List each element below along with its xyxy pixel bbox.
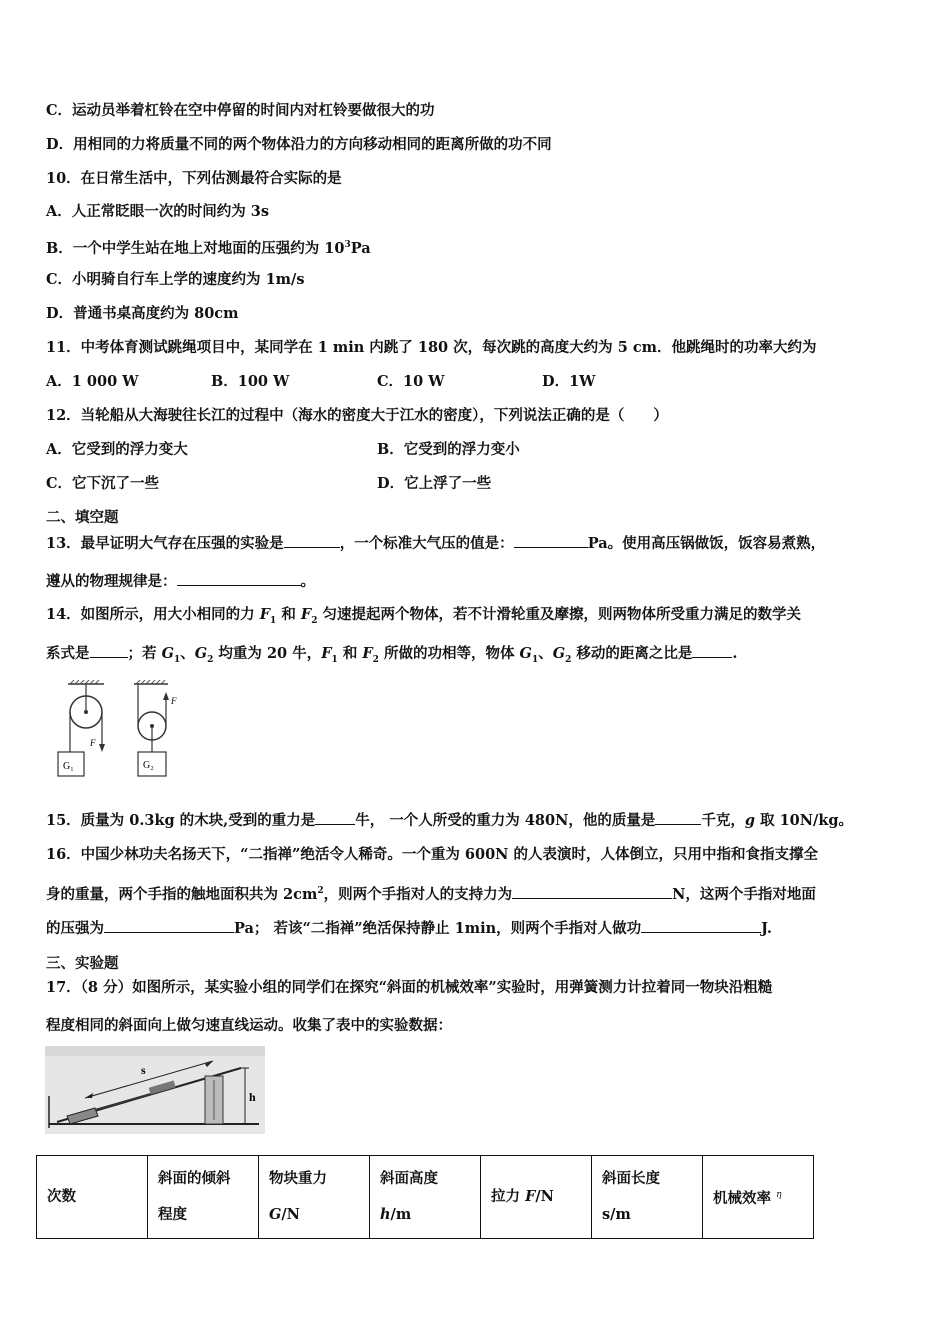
th-trial-label: 次数 <box>47 1188 76 1205</box>
q12-option-a: A．它受到的浮力变大 <box>46 441 188 458</box>
q15-text-4: 取 10N/kg。 <box>755 812 854 829</box>
th-efficiency-symbol: η <box>776 1190 782 1201</box>
q13-text-5: 。 <box>300 573 315 590</box>
th-incline-line1: 斜面的倾斜 <box>158 1170 231 1187</box>
q12-option-b: B．它受到的浮力变小 <box>377 441 520 458</box>
q15-text-3: 千克， <box>701 812 745 829</box>
q9-option-d: D．用相同的力将质量不同的两个物体沿力的方向移动相同的距离所做的功不同 <box>46 136 552 153</box>
q10-option-b-exponent: 3 <box>344 240 351 250</box>
q11-option-d: D．1W <box>542 373 596 390</box>
pulley-label-f-right: F <box>171 696 177 706</box>
th-weight-line1: 物块重力 <box>269 1170 327 1187</box>
q16-exponent: 2 <box>317 886 324 896</box>
q9-option-c: C．运动员举着杠铃在空中停留的时间内对杠铃要做很大的功 <box>46 102 435 119</box>
th-efficiency-pre: 机械效率 <box>713 1189 777 1207</box>
q10-option-b-unit: Pa <box>350 239 371 257</box>
q14-var-f2: F <box>300 606 312 623</box>
th-weight-line2 <box>269 1197 359 1233</box>
q14-var-g2: G <box>194 645 208 662</box>
q14-text-2a: 系式是 <box>46 645 90 662</box>
q17-line2: 程度相同的斜面向上做匀速直线运动。收集了表中的实验数据： <box>46 1017 452 1034</box>
q14-sub-g2: 2 <box>207 654 214 665</box>
q16-blank-2[interactable] <box>104 918 234 933</box>
q14-sep: 、 <box>180 645 195 662</box>
pulley-label-g2: G₂ <box>143 760 154 771</box>
q14-sub-f2b: 2 <box>372 654 379 665</box>
q15-blank-1[interactable] <box>315 810 355 825</box>
th-weight-var: G <box>269 1206 282 1223</box>
table-header-pull-force <box>481 1156 592 1239</box>
q13-blank-1[interactable] <box>284 533 340 548</box>
q13-text-2: ，一个标准大气压的值是： <box>339 535 514 552</box>
q14-text-2c: 均重为 20 牛， <box>213 645 322 662</box>
q12-option-d: D．它上浮了一些 <box>377 475 492 492</box>
q14-var-g1b: G <box>519 645 532 662</box>
pulley-label-g1: G₁ <box>63 761 74 772</box>
q12-stem: 12．当轮船从大海驶往长江的过程中（海水的密度大于江水的密度），下列说法正确的是（ ） <box>46 407 668 424</box>
th-force-pre: 拉力 <box>491 1188 526 1205</box>
q13-blank-3[interactable] <box>177 571 301 586</box>
q16-text-2a: 身的重量，两个手指的触地面积共为 2cm <box>46 885 318 903</box>
q13-line1 <box>46 533 825 554</box>
th-height-line1: 斜面高度 <box>380 1170 438 1187</box>
q10-option-d: D．普通书桌高度约为 80cm <box>46 305 239 322</box>
q14-sub-g1b: 1 <box>531 654 539 665</box>
table-header-incline-degree <box>148 1156 259 1239</box>
q14-var-f1b: F <box>321 645 332 662</box>
q14-text-2b: ；若 <box>127 645 162 662</box>
q14-and: 和 <box>276 606 301 623</box>
q16-text-3a: 的压强为 <box>46 920 104 937</box>
q16-blank-3[interactable] <box>641 918 761 933</box>
q16-line3 <box>46 918 772 939</box>
q14-sep-2: 、 <box>538 645 553 662</box>
q14-sub-g1: 1 <box>173 654 181 665</box>
q14-sub-1: 1 <box>270 615 277 626</box>
q16-line2 <box>46 881 816 905</box>
q10-option-b <box>46 235 371 259</box>
q14-var-f1: F <box>259 606 271 623</box>
q16-text-2b: ，则两个手指对人的支持力为 <box>323 885 513 903</box>
up-arrow-icon <box>163 692 169 700</box>
q10-option-c: C．小明骑自行车上学的速度约为 1m/s <box>46 271 305 288</box>
q14-blank-2[interactable] <box>692 643 732 658</box>
q10-stem: 10．在日常生活中，下列估测最符合实际的是 <box>46 170 342 187</box>
q14-sub-f1b: 1 <box>331 654 338 665</box>
th-force-var: F <box>525 1188 536 1205</box>
q13-text-1: 13．最早证明大气存在压强的实验是 <box>46 535 284 552</box>
q14-sub-g2b: 2 <box>565 654 572 665</box>
table-header-weight <box>259 1156 370 1239</box>
q15-var-g: g <box>744 812 755 829</box>
q16-blank-1[interactable] <box>512 884 672 899</box>
q12-option-c: C．它下沉了一些 <box>46 475 160 492</box>
q15-blank-2[interactable] <box>655 810 701 825</box>
q13-text-3: Pa。使用高压锅做饭，饭容易煮熟， <box>587 535 826 552</box>
incline-label-h: h <box>249 1090 256 1104</box>
q14-var-f2b: F <box>362 645 373 662</box>
th-height-line2 <box>380 1197 470 1233</box>
section-experiment-heading: 三、实验题 <box>46 955 119 972</box>
section-fill-in-heading: 二、填空题 <box>46 509 119 526</box>
q11-option-c: C．10 W <box>377 373 445 390</box>
q13-line2 <box>46 571 315 592</box>
q14-text-2e: 移动的距离之比是 <box>571 645 693 662</box>
q14-line2 <box>46 643 737 670</box>
q16-text-2c: N，这两个手指对地面 <box>672 885 816 903</box>
th-length-line1: 斜面长度 <box>602 1170 660 1187</box>
q15-line <box>46 810 853 831</box>
q10-option-b-text: B．一个中学生站在地上对地面的压强约为 10 <box>46 239 345 257</box>
th-incline-line2: 程度 <box>158 1206 187 1223</box>
q14-and-2: 和 <box>337 645 363 662</box>
incline-label-s: s <box>141 1063 146 1077</box>
q14-text-2d: 所做的功相等，物体 <box>378 645 520 662</box>
table-header-row <box>37 1156 814 1239</box>
pulley-figure <box>52 680 202 780</box>
th-force-unit: /N <box>535 1188 554 1205</box>
th-weight-unit: /N <box>281 1206 300 1223</box>
table-header-trial <box>37 1156 148 1239</box>
down-arrow-icon <box>99 744 105 752</box>
q14-var-g1: G <box>161 645 174 662</box>
q15-text-2: 牛， 一个人所受的重力为 480N，他的质量是 <box>355 812 656 829</box>
q13-blank-2[interactable] <box>514 533 588 548</box>
q14-text-2f: . <box>732 645 738 662</box>
q14-sub-2: 2 <box>311 615 318 626</box>
q15-text-1: 15．质量为 0.3kg 的木块,受到的重力是 <box>46 812 316 829</box>
q11-stem: 11．中考体育测试跳绳项目中，某同学在 1 min 内跳了 180 次，每次跳的高度大约为 5 cm．他跳绳时的功率大约为 <box>46 339 817 356</box>
q14-blank-1[interactable] <box>90 643 128 658</box>
q14-text-1a: 14．如图所示，用大小相同的力 <box>46 606 260 623</box>
q14-var-g2b: G <box>552 645 566 662</box>
q10-option-a: A．人正常眨眼一次的时间约为 3s <box>46 203 270 220</box>
table-header-efficiency <box>703 1156 814 1239</box>
table-header-height <box>370 1156 481 1239</box>
q13-text-4: 遵从的物理规律是： <box>46 573 177 590</box>
th-height-unit: /m <box>390 1206 412 1223</box>
q14-text-1b: 匀速提起两个物体，若不计滑轮重及摩擦，则两物体所受重力满足的数学关 <box>317 606 802 623</box>
pulley-label-f-left: F <box>90 738 96 748</box>
q16-text-3c: J. <box>761 920 772 937</box>
th-height-var: h <box>380 1206 391 1223</box>
q14-line1 <box>46 605 801 631</box>
experiment-table <box>36 1155 814 1239</box>
q11-option-a: A．1 000 W <box>46 373 139 390</box>
q11-option-b: B．100 W <box>211 373 290 390</box>
th-length-line2: s/m <box>602 1206 631 1223</box>
q17-line1: 17．（8 分）如图所示，某实验小组的同学们在探究“斜面的机械效率”实验时，用弹簧测力计拉着同一物块沿粗糙 <box>46 979 773 996</box>
q16-text-3b: Pa； 若该“二指禅”绝活保持静止 1min，则两个手指对人做功 <box>234 920 642 937</box>
incline-figure <box>45 1046 265 1134</box>
table-header-length <box>592 1156 703 1239</box>
q16-line1: 16．中国少林功夫名扬天下，“二指禅”绝活令人稀奇。一个重为 600N 的人表演时，人体倒立，只用中指和食指支撑全 <box>46 846 818 863</box>
